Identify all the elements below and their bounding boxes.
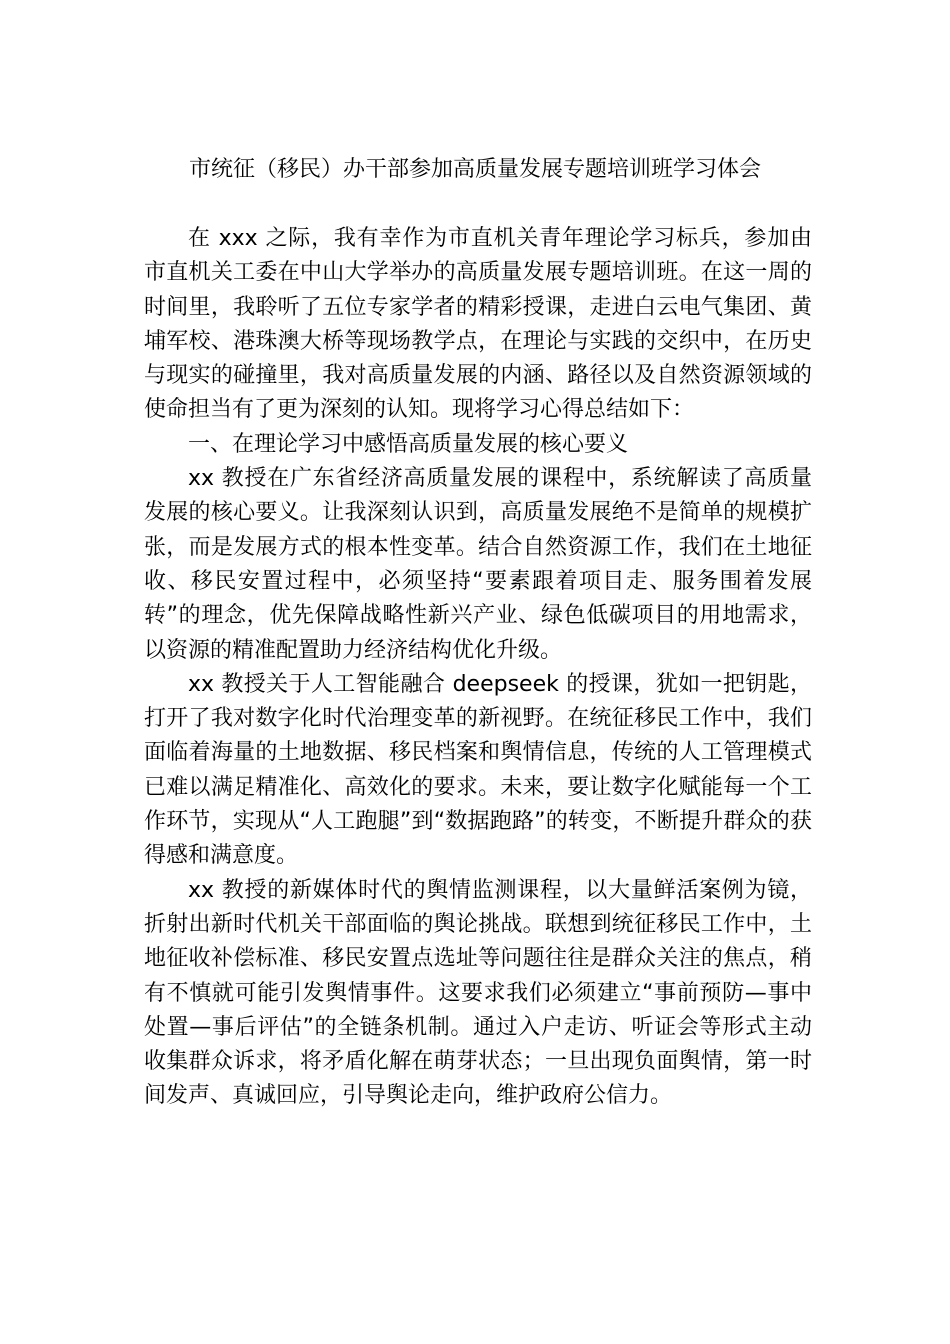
document-title: 市统征（移民）办干部参加高质量发展专题培训班学习体会 <box>188 157 761 182</box>
section-heading: 一、在理论学习中感悟高质量发展的核心要义 <box>188 431 629 457</box>
document-body <box>144 222 812 1114</box>
body-paragraph: xx 教授在广东省经济高质量发展的课程中，系统解读了高质量发展的核心要义。让我深刻认识到，高质量发展绝不是简单的规模扩张，而是发展方式的根本性变革。结合自然资源工作，我们在土地征收、移民安置过程中，必须坚持“要素跟着项目走、服务围着发展转”的理念，优先保障战略性新兴产业、绿色低碳项目的用地需求，以资源的精准配置助力经济结构优化升级。 <box>144 466 812 663</box>
intro-paragraph: 在 xxx 之际，我有幸作为市直机关青年理论学习标兵，参加由市直机关工委在中山大学举办的高质量发展专题培训班。在这一周的时间里，我聆听了五位专家学者的精彩授课，走进白云电气集团、黄埔军校、港珠澳大桥等现场教学点，在理论与实践的交织中，在历史与现实的碰撞里，我对高质量发展的内涵、路径以及自然资源领域的使命担当有了更为深刻的认知。现将学习心得总结如下： <box>144 226 812 423</box>
body-paragraph: xx 教授关于人工智能融合 deepseek 的授课，犹如一把钥匙，打开了我对数字化时代治理变革的新视野。在统征移民工作中，我们面临着海量的土地数据、移民档案和舆情信息，传统的人工管理模式已难以满足精准化、高效化的要求。未来，要让数字化赋能每一个工作环节，实现从“人工跑腿”到“数据跑路”的转变，不断提升群众的获得感和满意度。 <box>144 671 812 869</box>
body-paragraph: xx 教授的新媒体时代的舆情监测课程，以大量鲜活案例为镜，折射出新时代机关干部面临的舆论挑战。联想到统征移民工作中，土地征收补偿标准、移民安置点选址等问题往往是群众关注的焦点，稍有不慎就可能引发舆情事件。这要求我们必须建立“事前预防—事中处置—事后评估”的全链条机制。通过入户走访、听证会等形式主动收集群众诉求，将矛盾化解在萌芽状态；一旦出现负面舆情，第一时间发声、真诚回应，引导舆论走向，维护政府公信力。 <box>144 877 812 1109</box>
